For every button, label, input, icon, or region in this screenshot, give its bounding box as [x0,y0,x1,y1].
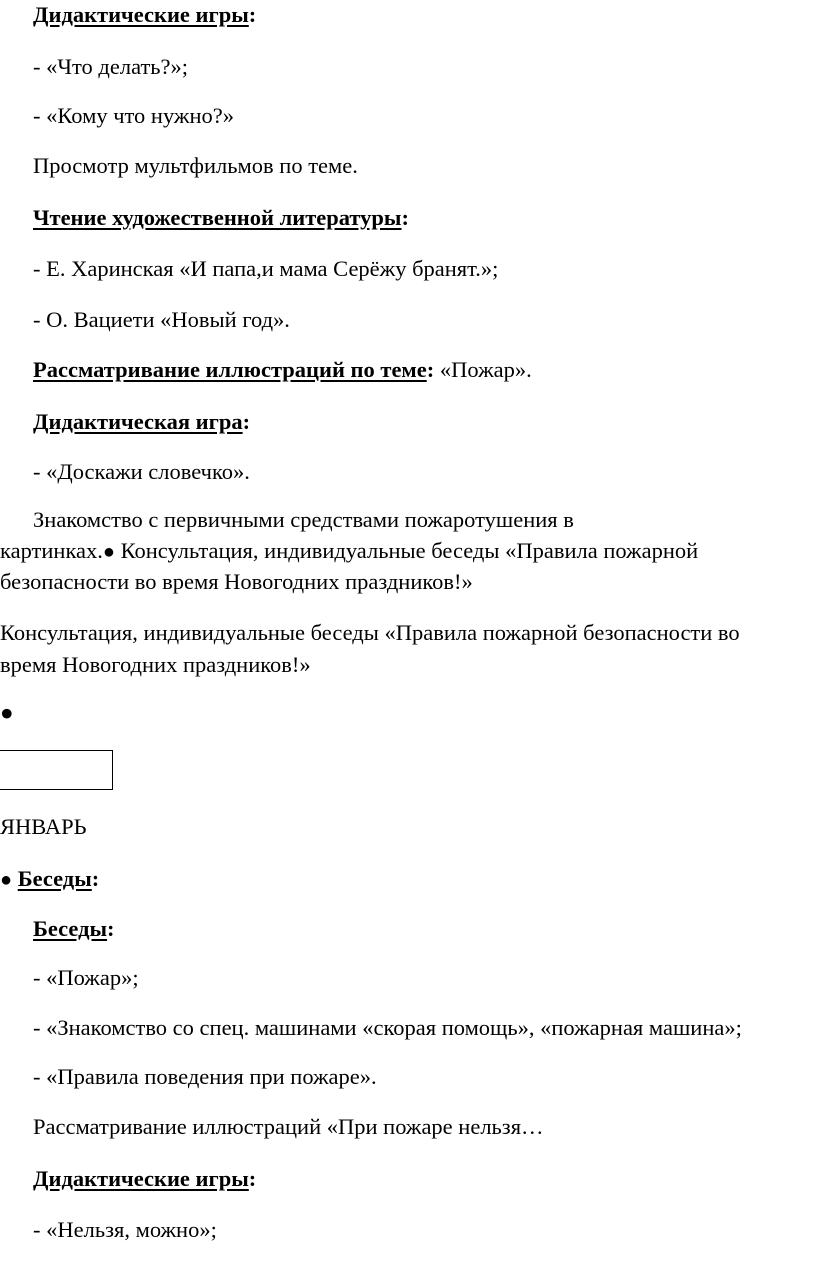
heading-text: Беседы [33,916,108,941]
heading-reading [33,203,409,233]
list-item: - «Что делать?»; [33,54,189,79]
list-item: - «Знакомство со спец. машинами «скорая помощь», «пожарная машина»; [33,1015,742,1040]
illustration-topic: «Пожар». [439,357,532,382]
heading-didactic-game [33,407,250,437]
colon: : [248,1166,257,1191]
paragraph: Рассматривание иллюстраций «При пожаре нельзя… [33,1114,544,1139]
text: Консультация, индивидуальные беседы «Правила пожарной [120,538,699,563]
list-item: - «Кому что нужно?» [33,103,234,128]
colon: : [401,205,410,230]
list-item: - «Пожар»; [33,965,139,990]
paragraph: Консультация, индивидуальные беседы «Правила пожарной безопасности во [0,620,740,645]
colon: : [248,2,257,27]
bullet-icon: ● [0,869,13,891]
bullet-icon: ● [0,700,14,725]
heading-didactic-games-2 [33,1164,256,1194]
heading-text: Чтение художественной литературы [33,205,402,230]
month-title: ЯНВАРЬ [0,814,87,839]
paragraph-continued: безопасности во время Новогодних праздников!» [0,569,473,594]
paragraph: Просмотр мультфильмов по теме. [33,153,358,178]
colon: : [91,866,100,891]
colon: : [426,357,435,382]
heading-illustrations [33,355,532,385]
text: картинках. [0,538,103,563]
paragraph-continued: время Новогодних праздников!» [0,652,311,677]
heading-text: Рассматривание иллюстраций по теме [33,357,427,382]
heading-text: Дидактические игры [33,2,249,27]
list-item: - «Доскажи словечко». [33,459,250,484]
list-item: - О. Вациети «Новый год». [33,307,290,332]
colon: : [242,409,251,434]
paragraph-continued [0,536,698,567]
heading-text: Беседы [17,866,92,891]
heading-talks-bulleted [0,864,99,895]
heading-text: Дидактические игры [33,1166,249,1191]
empty-box [0,750,113,790]
heading-didactic-games [33,0,256,30]
list-item: - «Правила поведения при пожаре». [33,1064,377,1089]
list-item: - «Нельзя, можно»; [33,1217,217,1242]
bullet-icon: ● [102,541,115,563]
heading-talks [33,914,115,944]
heading-text: Дидактическая игра [33,409,243,434]
colon: : [107,916,115,941]
paragraph: Знакомство с первичными средствами пожаротушения в [33,507,574,532]
list-item: - Е. Харинская «И папа,и мама Серёжу бранят.»; [33,256,499,281]
